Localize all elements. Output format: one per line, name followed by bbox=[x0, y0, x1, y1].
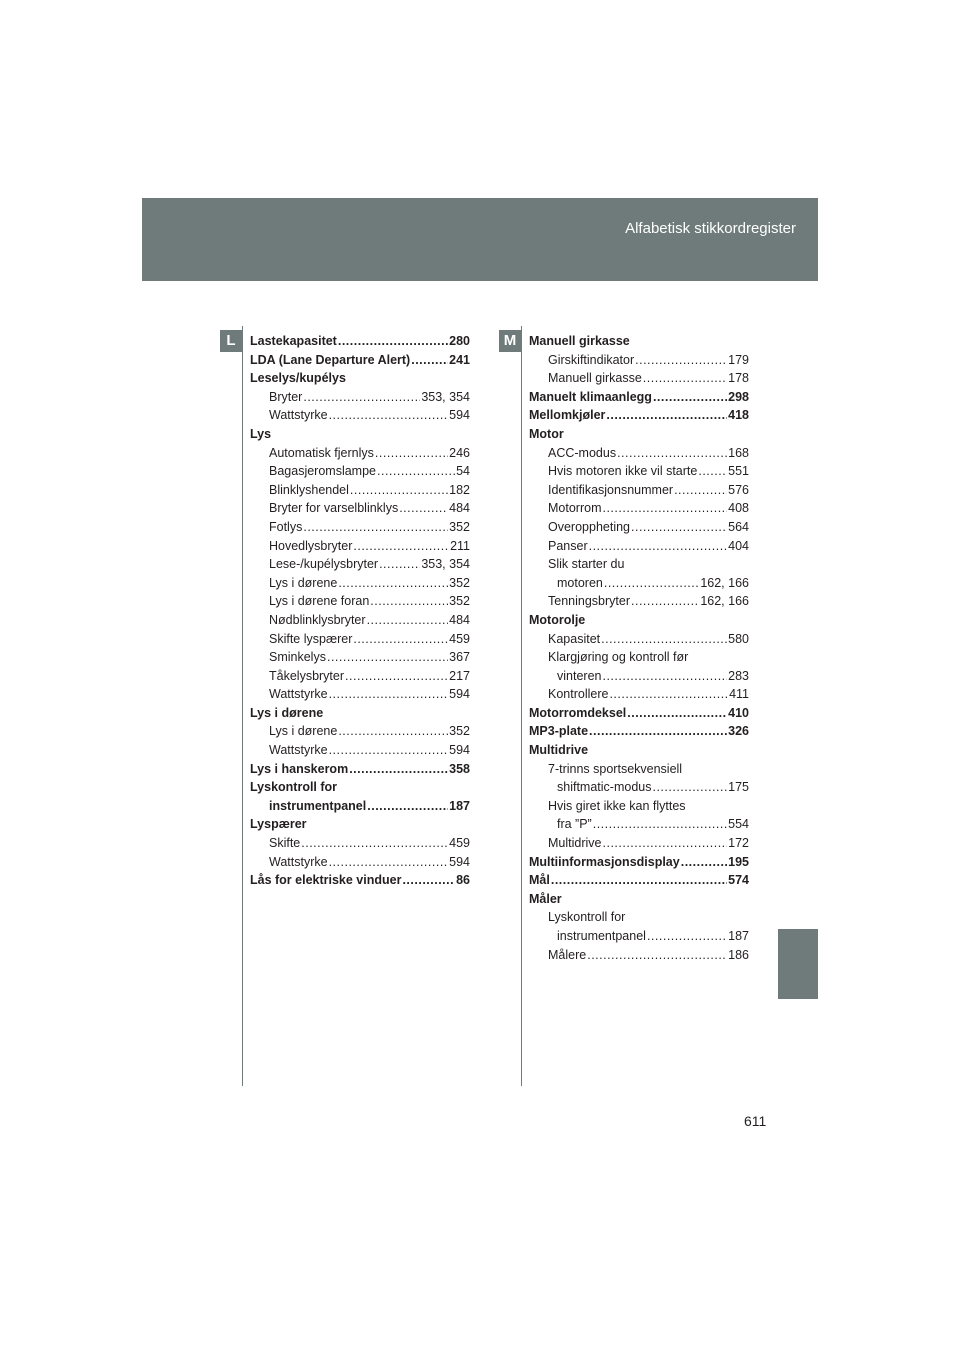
index-entry bbox=[250, 499, 470, 518]
leader-dots bbox=[647, 927, 727, 946]
entry-text: Tåkelysbryter bbox=[269, 668, 345, 683]
leader-dots bbox=[652, 778, 727, 797]
entry-page: 352 bbox=[449, 594, 470, 609]
entry-page: 246 bbox=[449, 445, 470, 460]
index-entry bbox=[250, 630, 470, 649]
entry-page: 241 bbox=[449, 352, 470, 367]
index-entry bbox=[529, 778, 749, 797]
entry-text: Lys i dørene bbox=[250, 705, 324, 720]
entry-text: instrumentpanel bbox=[269, 798, 367, 813]
index-entry bbox=[250, 555, 470, 574]
entry-page: 162, 166 bbox=[700, 594, 749, 609]
index-entry bbox=[250, 462, 470, 481]
entry-text: instrumentpanel bbox=[557, 929, 646, 943]
index-entry bbox=[529, 760, 749, 779]
leader-dots bbox=[601, 630, 727, 649]
leader-dots bbox=[402, 871, 455, 890]
entry-page: 86 bbox=[456, 873, 470, 888]
index-column-m bbox=[529, 332, 749, 964]
index-entry bbox=[529, 611, 749, 630]
index-column-l bbox=[250, 332, 470, 890]
leader-dots bbox=[367, 797, 448, 816]
leader-dots bbox=[375, 444, 448, 463]
entry-text: Automatisk fjernlys bbox=[269, 445, 374, 460]
column-rule-left bbox=[242, 326, 243, 1086]
entry-text: Måler bbox=[529, 891, 562, 906]
leader-dots bbox=[411, 351, 448, 370]
leader-dots bbox=[631, 518, 727, 537]
entry-text: ACC-modus bbox=[548, 445, 617, 460]
leader-dots bbox=[603, 834, 728, 853]
letter-badge-m: M bbox=[499, 330, 521, 352]
index-entry bbox=[529, 574, 749, 593]
index-entry bbox=[250, 369, 470, 388]
entry-text: Wattstyrke bbox=[269, 687, 328, 702]
entry-text: Mellomkjøler bbox=[529, 408, 606, 423]
leader-dots bbox=[617, 444, 727, 463]
entry-text: Lys i dørene bbox=[269, 575, 338, 590]
entry-page: 580 bbox=[728, 631, 749, 646]
index-entry bbox=[250, 425, 470, 444]
index-entry bbox=[250, 741, 470, 760]
entry-page: 410 bbox=[728, 705, 749, 720]
entry-text: LDA (Lane Departure Alert) bbox=[250, 352, 411, 367]
entry-text: Lys i hanskerom bbox=[250, 761, 349, 776]
entry-text: Skifte lyspærer bbox=[269, 631, 353, 646]
entry-page: 211 bbox=[450, 538, 470, 553]
entry-page: 54 bbox=[456, 464, 470, 479]
index-entry bbox=[250, 760, 470, 779]
entry-page: 459 bbox=[449, 631, 470, 646]
leader-dots bbox=[338, 722, 448, 741]
entry-text: Bryter for varselblinklys bbox=[269, 501, 399, 516]
entry-page: 326 bbox=[728, 724, 749, 739]
entry-text: Lys i dørene bbox=[269, 724, 338, 739]
index-entry bbox=[529, 853, 749, 872]
leader-dots bbox=[631, 592, 699, 611]
leader-dots bbox=[635, 351, 727, 370]
index-entry bbox=[529, 555, 749, 574]
entry-text: Lås for elektriske vinduer bbox=[250, 873, 402, 888]
index-entry bbox=[250, 574, 470, 593]
entry-page: 298 bbox=[728, 389, 749, 404]
entry-page: 187 bbox=[728, 929, 749, 943]
entry-text: 7-trinns sportsekvensiell bbox=[548, 761, 683, 776]
entry-page: 554 bbox=[728, 817, 749, 832]
entry-page: 186 bbox=[728, 947, 749, 962]
entry-page: 594 bbox=[449, 687, 470, 702]
column-rule-right bbox=[521, 326, 522, 1086]
entry-text: Sminkelys bbox=[269, 650, 326, 665]
entry-page: 404 bbox=[728, 538, 749, 553]
leader-dots bbox=[602, 499, 727, 518]
index-entry bbox=[250, 592, 470, 611]
leader-dots bbox=[399, 499, 448, 518]
index-entry bbox=[250, 834, 470, 853]
entry-text: fra ”P” bbox=[557, 817, 592, 832]
entry-text: motoren bbox=[557, 575, 603, 590]
leader-dots bbox=[681, 853, 727, 872]
leader-dots bbox=[338, 332, 448, 351]
index-entry bbox=[250, 704, 470, 723]
leader-dots bbox=[353, 630, 448, 649]
index-entry bbox=[529, 685, 749, 704]
entry-text: Mål bbox=[529, 873, 550, 888]
entry-page: 367 bbox=[449, 650, 470, 665]
entry-text: Motorromdeksel bbox=[529, 705, 627, 720]
entry-page: 576 bbox=[728, 482, 749, 497]
entry-text: Klargjøring og kontroll før bbox=[548, 650, 689, 665]
entry-page: 162, 166 bbox=[700, 575, 749, 590]
entry-page: 353, 354 bbox=[421, 389, 470, 404]
entry-page: 594 bbox=[449, 408, 470, 423]
index-entry bbox=[529, 388, 749, 407]
entry-text: MP3-plate bbox=[529, 724, 589, 739]
leader-dots bbox=[587, 946, 727, 965]
entry-text: Hvis giret ikke kan flyttes bbox=[548, 798, 686, 813]
entry-page: 484 bbox=[449, 501, 470, 516]
index-entry bbox=[529, 369, 749, 388]
leader-dots bbox=[353, 537, 449, 556]
index-entry bbox=[250, 388, 470, 407]
leader-dots bbox=[303, 518, 448, 537]
leader-dots bbox=[338, 574, 448, 593]
entry-page: 217 bbox=[449, 668, 470, 683]
index-entry bbox=[529, 537, 749, 556]
index-entry bbox=[250, 444, 470, 463]
entry-page: 408 bbox=[728, 501, 749, 516]
leader-dots bbox=[377, 462, 455, 481]
index-entry bbox=[529, 871, 749, 890]
entry-text: Slik starter du bbox=[548, 557, 625, 572]
chapter-side-tab bbox=[778, 929, 818, 999]
entry-text: Wattstyrke bbox=[269, 743, 328, 758]
index-entry bbox=[529, 444, 749, 463]
entry-text: Hovedlysbryter bbox=[269, 538, 353, 553]
index-entry bbox=[529, 332, 749, 351]
entry-page: 178 bbox=[728, 371, 749, 386]
leader-dots bbox=[627, 704, 727, 723]
index-entry bbox=[529, 462, 749, 481]
index-entry bbox=[250, 853, 470, 872]
entry-page: 459 bbox=[449, 836, 470, 851]
index-entry bbox=[250, 648, 470, 667]
index-entry bbox=[529, 927, 749, 946]
entry-text: Nødblinklysbryter bbox=[269, 612, 366, 627]
index-entry bbox=[529, 499, 749, 518]
leader-dots bbox=[329, 853, 449, 872]
entry-text: Kontrollere bbox=[548, 687, 609, 702]
entry-page: 411 bbox=[729, 687, 749, 702]
entry-text: Motorolje bbox=[529, 612, 586, 627]
entry-text: Panser bbox=[548, 538, 588, 553]
leader-dots bbox=[329, 685, 449, 704]
entry-text: Kapasitet bbox=[548, 631, 601, 646]
leader-dots bbox=[589, 722, 727, 741]
leader-dots bbox=[674, 481, 727, 500]
entry-text: Identifikasjonsnummer bbox=[548, 482, 674, 497]
index-entry bbox=[529, 648, 749, 667]
entry-page: 551 bbox=[728, 464, 749, 479]
index-entry bbox=[529, 667, 749, 686]
index-entry bbox=[529, 351, 749, 370]
leader-dots bbox=[327, 648, 448, 667]
index-entry bbox=[529, 834, 749, 853]
entry-text: Multiinformasjonsdisplay bbox=[529, 854, 680, 869]
entry-text: Lyskontroll for bbox=[548, 910, 626, 925]
entry-page: 353, 354 bbox=[421, 557, 470, 572]
index-entry bbox=[529, 741, 749, 760]
entry-page: 358 bbox=[449, 761, 470, 776]
section-title: Alfabetisk stikkordregister bbox=[625, 220, 796, 237]
entry-page: 352 bbox=[449, 519, 470, 534]
entry-page: 168 bbox=[728, 445, 749, 460]
entry-page: 484 bbox=[449, 612, 470, 627]
index-entry bbox=[250, 871, 470, 890]
entry-page: 182 bbox=[449, 482, 470, 497]
leader-dots bbox=[367, 611, 449, 630]
page-number: 611 bbox=[744, 1113, 767, 1129]
entry-page: 280 bbox=[449, 334, 470, 348]
leader-dots bbox=[329, 741, 449, 760]
entry-page: 352 bbox=[449, 724, 470, 739]
index-entry bbox=[529, 592, 749, 611]
entry-text: Manuell girkasse bbox=[548, 371, 642, 386]
leader-dots bbox=[349, 760, 448, 779]
index-entry bbox=[250, 815, 470, 834]
index-entry bbox=[529, 630, 749, 649]
entry-text: Lastekapasitet bbox=[250, 334, 337, 348]
leader-dots bbox=[301, 834, 448, 853]
index-entry bbox=[529, 815, 749, 834]
leader-dots bbox=[379, 555, 420, 574]
index-entry bbox=[250, 332, 470, 351]
entry-text: Manuelt klimaanlegg bbox=[529, 389, 652, 404]
entry-page: 564 bbox=[728, 519, 749, 534]
leader-dots bbox=[345, 667, 448, 686]
index-entry bbox=[250, 351, 470, 370]
letter-badge-l: L bbox=[220, 330, 242, 352]
leader-dots bbox=[653, 388, 727, 407]
index-entry bbox=[529, 946, 749, 965]
entry-page: 283 bbox=[728, 668, 749, 683]
index-entry bbox=[529, 908, 749, 927]
index-entry bbox=[250, 685, 470, 704]
entry-text: Motorrom bbox=[548, 501, 602, 516]
index-entry bbox=[250, 722, 470, 741]
index-entry bbox=[529, 481, 749, 500]
index-entry bbox=[250, 537, 470, 556]
entry-page: 594 bbox=[449, 854, 470, 869]
leader-dots bbox=[350, 481, 448, 500]
entry-text: Lyskontroll for bbox=[250, 780, 338, 795]
leader-dots bbox=[593, 815, 727, 834]
entry-text: Blinklyshendel bbox=[269, 482, 349, 497]
entry-text: Fotlys bbox=[269, 519, 303, 534]
entry-text: Lys bbox=[250, 426, 272, 441]
entry-text: Hvis motoren ikke vil starte bbox=[548, 464, 698, 479]
index-entry bbox=[529, 704, 749, 723]
entry-text: Bryter bbox=[269, 389, 303, 404]
entry-text: Lese-/kupélysbryter bbox=[269, 557, 379, 572]
entry-page: 172 bbox=[728, 836, 749, 851]
entry-text: Multidrive bbox=[529, 743, 589, 758]
index-entry bbox=[529, 890, 749, 909]
entry-text: Wattstyrke bbox=[269, 408, 328, 423]
index-entry bbox=[529, 425, 749, 444]
entry-text: Manuell girkasse bbox=[529, 334, 630, 348]
leader-dots bbox=[370, 592, 448, 611]
index-entry bbox=[250, 667, 470, 686]
entry-text: Lys i dørene foran bbox=[269, 594, 370, 609]
leader-dots bbox=[643, 369, 727, 388]
leader-dots bbox=[606, 406, 727, 425]
entry-text: Motor bbox=[529, 426, 564, 441]
index-entry bbox=[250, 778, 470, 797]
entry-text: Målere bbox=[548, 947, 587, 962]
leader-dots bbox=[698, 462, 727, 481]
entry-text: Skifte bbox=[269, 836, 301, 851]
entry-page: 175 bbox=[728, 780, 749, 795]
leader-dots bbox=[604, 574, 699, 593]
entry-page: 187 bbox=[449, 798, 470, 813]
entry-page: 418 bbox=[728, 408, 749, 423]
index-entry bbox=[250, 611, 470, 630]
entry-page: 195 bbox=[728, 854, 749, 869]
leader-dots bbox=[303, 388, 420, 407]
entry-text: Bagasjeromslampe bbox=[269, 464, 376, 479]
section-header-band bbox=[142, 198, 818, 281]
index-entry bbox=[250, 406, 470, 425]
index-entry bbox=[529, 722, 749, 741]
index-entry bbox=[250, 797, 470, 816]
index-entry bbox=[529, 406, 749, 425]
leader-dots bbox=[609, 685, 728, 704]
entry-text: Tenningsbryter bbox=[548, 594, 630, 609]
index-entry bbox=[250, 518, 470, 537]
entry-text: Overoppheting bbox=[548, 519, 631, 534]
index-entry bbox=[529, 518, 749, 537]
entry-page: 179 bbox=[728, 352, 749, 367]
index-entry bbox=[250, 481, 470, 500]
entry-text: Multidrive bbox=[548, 836, 602, 851]
entry-text: Girskiftindikator bbox=[548, 352, 635, 367]
entry-text: Lyspærer bbox=[250, 817, 307, 832]
entry-page: 574 bbox=[728, 873, 749, 888]
leader-dots bbox=[329, 406, 449, 425]
entry-page: 352 bbox=[449, 575, 470, 590]
entry-text: shiftmatic-modus bbox=[557, 780, 652, 795]
leader-dots bbox=[551, 871, 727, 890]
index-entry bbox=[529, 797, 749, 816]
entry-page: 594 bbox=[449, 743, 470, 758]
entry-text: vinteren bbox=[557, 668, 602, 683]
entry-text: Wattstyrke bbox=[269, 854, 328, 869]
leader-dots bbox=[589, 537, 728, 556]
leader-dots bbox=[602, 667, 727, 686]
entry-text: Leselys/kupélys bbox=[250, 371, 346, 386]
